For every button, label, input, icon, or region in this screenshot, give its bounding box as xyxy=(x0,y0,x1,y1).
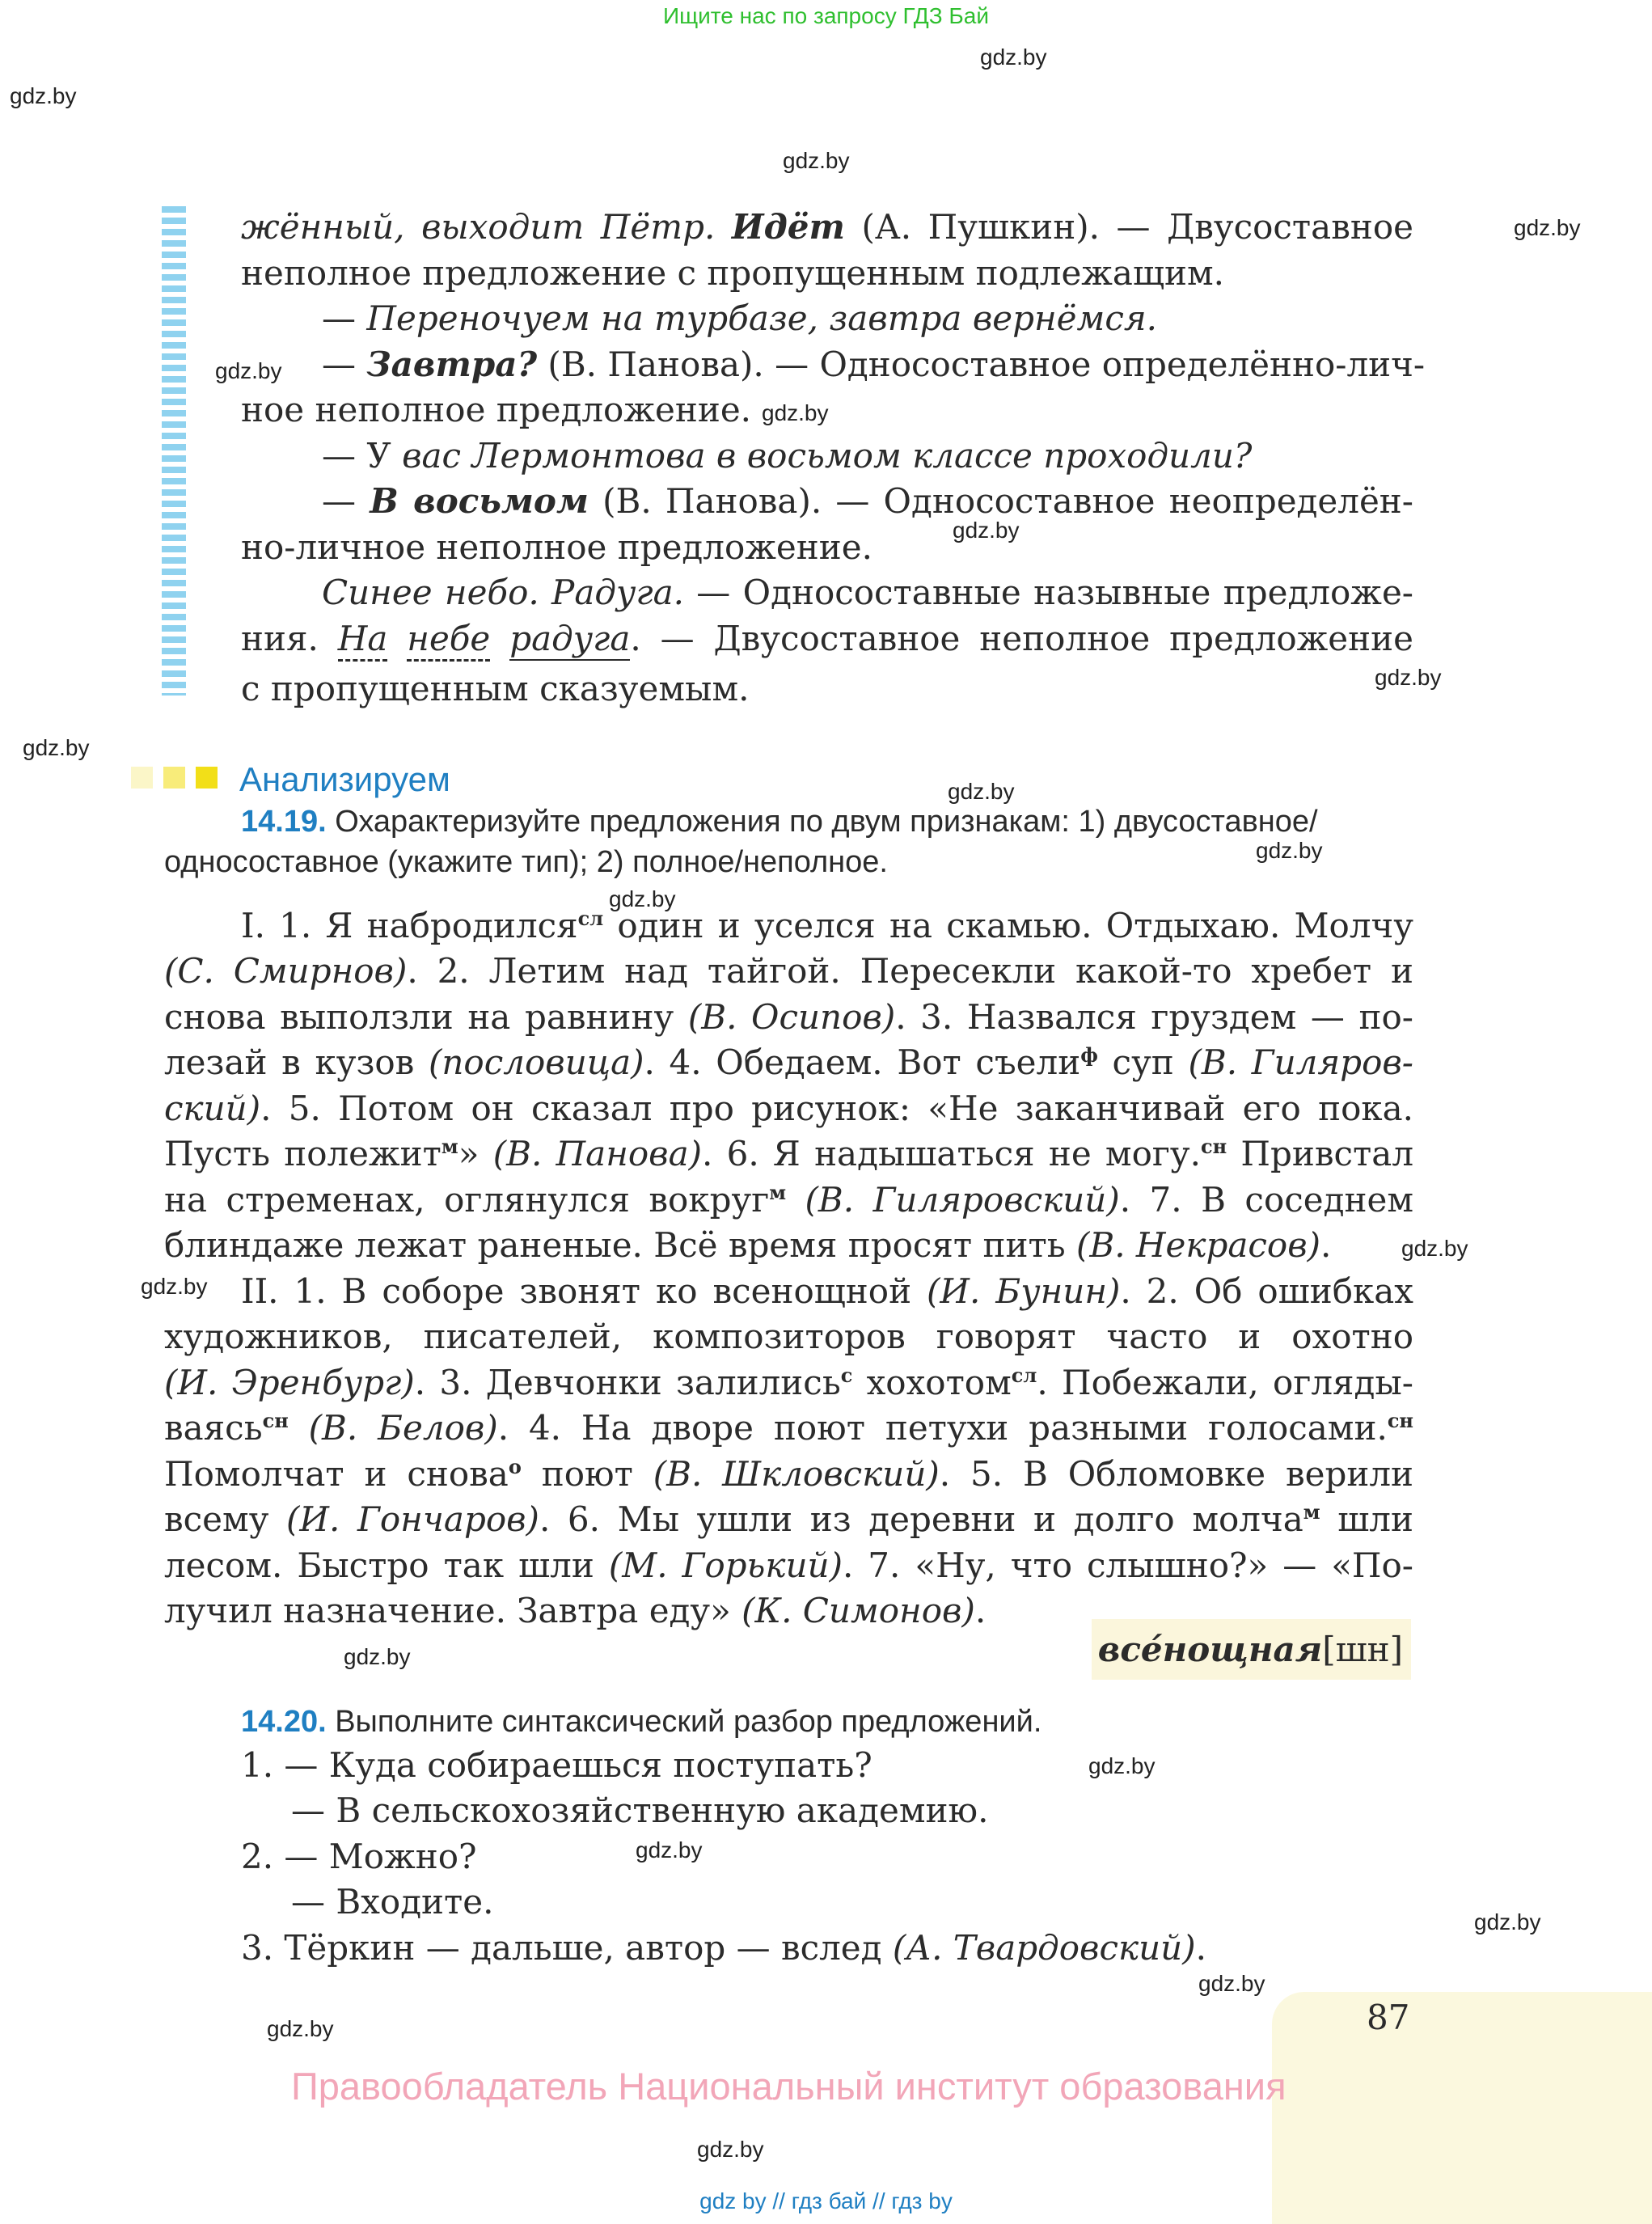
watermark: gdz.by xyxy=(1256,838,1323,863)
watermark: gdz.by xyxy=(1514,215,1581,240)
exercise-line: I. 1. Я набродился$^{сл}$ один и уселся на скамью. Отдыхаю. Молчу xyxy=(241,906,1413,945)
passage-line: — Завтра? (В. Панова). — Односоставное определённо-лич- xyxy=(322,345,1426,384)
exercise-number: 14.19. xyxy=(241,805,327,839)
exercise-task: односоставное (укажите тип); 2) полное/неполное. xyxy=(164,845,888,879)
exercise-line: блиндаже лежат раненые. Всё время просят пить (В. Некрасов). xyxy=(164,1225,1332,1265)
exercise-item: — В сельскохозяйственную академию. xyxy=(291,1791,989,1830)
watermark: gdz.by xyxy=(1375,665,1442,690)
exercise-line: лезай в кузов (пословица). 4. Обедаем. Вот съели$^ф$ суп (В. Гиляров- xyxy=(164,1042,1413,1082)
vocabulary-note xyxy=(1092,1619,1411,1680)
watermark: gdz.by xyxy=(783,148,850,173)
footer-links[interactable]: gdz by // гдз бай // гдз by xyxy=(699,2188,953,2213)
passage-line: ное неполное предложение. xyxy=(241,390,752,429)
watermark: gdz.by xyxy=(1401,1236,1468,1261)
rule-margin-stripe xyxy=(162,206,186,696)
vocabulary-word: все́нощная xyxy=(1097,1630,1323,1669)
exercise-line: (И. Эренбург). 3. Девчонки залились$^с$ хохотом$^{сл}$. Побежали, огляды- xyxy=(164,1363,1413,1402)
section-marker xyxy=(131,767,153,789)
exercise-item: 3. Тёркин — дальше, автор — вслед (А. Твардовский). xyxy=(241,1928,1206,1968)
watermark: gdz.by xyxy=(10,83,77,108)
exercise-line: ваясь$^{сн}$ (В. Белов). 4. На дворе поют петухи разными голосами.$^{сн}$ xyxy=(164,1408,1413,1448)
top-banner[interactable]: Ищите нас по запросу ГДЗ Бай xyxy=(662,3,990,28)
section-title: Анализируем xyxy=(239,760,450,798)
exercise-item: 2. — Можно? xyxy=(241,1837,477,1876)
watermark: gdz.by xyxy=(1198,1971,1265,1996)
exercise-line: лесом. Быстро так шли (М. Горький). 7. «Ну, что слышно?» — «По- xyxy=(164,1545,1413,1585)
exercise-task: 14.19. Охарактеризуйте предложения по двум признакам: 1) двусоставное/ xyxy=(241,805,1318,839)
vocabulary-pronunciation: [шн] xyxy=(1322,1630,1403,1669)
section-marker xyxy=(163,767,185,789)
exercise-item: 1. — Куда собираешься поступать? xyxy=(241,1745,872,1785)
watermark: gdz.by xyxy=(344,1644,411,1669)
passage-line: с пропущенным сказуемым. xyxy=(241,669,750,708)
exercise-line: на стременах, оглянулся вокруг$^м$ (В. Гиляровский). 7. В соседнем xyxy=(164,1180,1413,1220)
passage-line: но-личное неполное предложение. xyxy=(241,527,872,567)
passage-line: — Переночуем на турбазе, завтра вернёмся. xyxy=(322,298,1158,338)
watermark: gdz.by xyxy=(636,1837,703,1862)
copyright-notice: Правообладатель Национальный институт образования xyxy=(291,2065,1287,2108)
watermark: gdz.by xyxy=(23,735,90,760)
passage-line: неполное предложение с пропущенным подлежащим. xyxy=(241,253,1225,293)
watermark: gdz.by xyxy=(980,44,1047,70)
exercise-number: 14.20. xyxy=(241,1705,327,1739)
watermark: gdz.by xyxy=(141,1274,208,1299)
passage-line: — В восьмом (В. Панова). — Односоставное неопределён- xyxy=(322,481,1413,521)
exercise-line: Помолчат и снова$^о$ поют (В. Шкловский). 5. В Обломовке верили xyxy=(164,1454,1414,1494)
exercise-line: Пусть полежит$^м$» (В. Панова). 6. Я надышаться не могу.$^{сн}$ Привстал xyxy=(164,1134,1414,1173)
passage-line: — У вас Лермонтова в восьмом классе проходили? xyxy=(322,436,1253,476)
watermark: gdz.by xyxy=(953,518,1020,543)
watermark: gdz.by xyxy=(697,2137,764,2162)
passage-line: жённый, выходит Пётр. Идёт (А. Пушкин). — Двусоставное xyxy=(241,207,1413,247)
watermark: gdz.by xyxy=(1474,1909,1541,1934)
page-number: 87 xyxy=(1367,1998,1410,2037)
watermark: gdz.by xyxy=(1088,1753,1156,1778)
exercise-item: — Входите. xyxy=(291,1882,494,1922)
watermark: gdz.by xyxy=(609,886,676,911)
watermark: gdz.by xyxy=(215,358,282,383)
exercise-line: лучил назначение. Завтра еду» (К. Симонов). xyxy=(164,1591,987,1630)
exercise-line: художников, писателей, композиторов говорят часто и охотно xyxy=(164,1317,1413,1356)
exercise-line: (С. Смирнов). 2. Летим над тайгой. Пересекли какой-то хребет и xyxy=(164,951,1413,991)
exercise-line: ский). 5. Потом он сказал про рисунок: «Не заканчивай его пока. xyxy=(164,1089,1413,1128)
exercise-line: всему (И. Гончаров). 6. Мы ушли из деревни и долго молча$^м$ шли xyxy=(164,1499,1413,1539)
passage-line: Синее небо. Радуга. — Односоставные назывные предложе- xyxy=(322,573,1413,612)
watermark: gdz.by xyxy=(267,2016,334,2041)
exercise-task: 14.20. Выполните синтаксический разбор предложений. xyxy=(241,1705,1042,1739)
passage-line: ния. На небе радуга. — Двусоставное неполное предложение xyxy=(241,616,1413,662)
section-marker xyxy=(196,767,218,789)
watermark: gdz.by xyxy=(762,400,829,425)
watermark: gdz.by xyxy=(948,779,1015,804)
exercise-line: снова выползли на равнину (В. Осипов). 3. Назвался груздем — по- xyxy=(164,997,1414,1037)
exercise-line: II. 1. В соборе звонят ко всенощной (И. Бунин). 2. Об ошибках xyxy=(241,1271,1413,1311)
